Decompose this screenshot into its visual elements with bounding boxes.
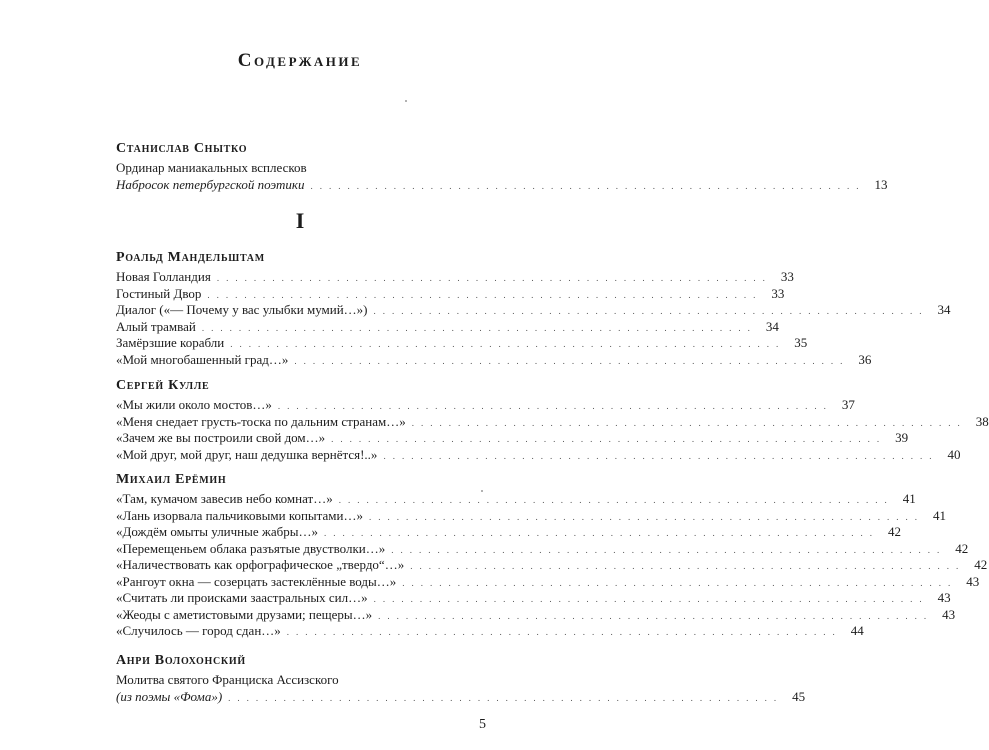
entry-page-number: 43 (966, 573, 980, 589)
entry-title: «Перемещеньем облака разъятые двустволки…» (116, 540, 386, 556)
entry-title: Замёрзшие корабли (116, 335, 225, 350)
entry-title: «Дождём омыты уличные жабры…» (116, 524, 318, 539)
entry-page-number: 41 (902, 491, 916, 506)
toc-author-block (116, 140, 888, 193)
dot-leader: ............................................................ (410, 561, 966, 571)
entry-page-number: 13 (874, 176, 888, 192)
entry-title: Ординар маниакальных всплесков (116, 160, 307, 175)
toc-entry (116, 285, 785, 303)
toc-entry (116, 397, 855, 414)
dot-leader: ............................................................ (230, 339, 786, 349)
toc-entry (116, 688, 806, 706)
toc-entry (116, 672, 472, 689)
toc-entry (116, 269, 794, 286)
toc-entry (116, 413, 989, 431)
dot-leader: ............................................................ (310, 180, 866, 191)
entry-page-number: 44 (850, 623, 864, 638)
entry-page-number: 39 (895, 430, 909, 445)
author-name: Сергей Кулле (116, 378, 210, 393)
entry-page-number: 34 (765, 318, 779, 334)
toc-entry (116, 491, 916, 508)
dot-leader: ............................................................ (378, 610, 934, 621)
entry-page-number: 42 (955, 540, 969, 556)
page-number: 5 (479, 717, 486, 732)
entry-page-number: 43 (937, 590, 951, 605)
author-name: Роальд Мандельштам (116, 250, 265, 265)
dot-leader: ............................................................ (277, 401, 833, 411)
entry-title: «Случилось — город сдан…» (116, 623, 281, 638)
toc-author-block (116, 249, 951, 368)
entry-title: «Меня снедает грусть-тоска по дальним странам…» (116, 413, 406, 429)
section-numeral: I (295, 208, 305, 233)
dot-leader: ............................................................ (294, 355, 850, 366)
page-title: Содержание (237, 50, 363, 71)
entry-page-number: 35 (794, 335, 808, 350)
toc-entry (116, 590, 951, 607)
dot-leader: ............................................................ (201, 322, 757, 333)
entry-page-number: 42 (974, 557, 988, 572)
entry-page-number: 41 (932, 507, 946, 523)
toc-entry (116, 623, 864, 640)
toc-entry (116, 351, 872, 369)
entry-title: «Наличествовать как орфографическое „твердо“…» (116, 557, 405, 572)
entry-title: Новая Голландия (116, 269, 211, 284)
toc-entry (116, 302, 951, 319)
entry-page-number: 40 (947, 446, 961, 462)
dot-leader: ............................................................ (338, 495, 894, 505)
toc-entry (116, 557, 988, 574)
entry-page-number: 33 (771, 285, 785, 301)
print-speck (405, 100, 407, 102)
dot-leader: ............................................................ (286, 627, 842, 637)
toc-author-block (116, 652, 806, 705)
toc-entry (116, 318, 779, 336)
dot-leader: ............................................................ (373, 594, 929, 604)
toc-entry (116, 160, 472, 177)
entry-page-number: 36 (858, 351, 872, 367)
entry-page-number: 38 (975, 413, 989, 429)
author-name: Анри Волохонский (116, 653, 246, 668)
toc-entry (116, 606, 956, 624)
dot-leader: ............................................................ (324, 528, 879, 538)
toc-entry (116, 507, 946, 525)
entry-title: Молитва святого Франциска Ассизского (116, 672, 339, 687)
dot-leader: ............................................................ (368, 511, 924, 522)
entry-title: «Мой многобашенный град…» (116, 351, 289, 367)
toc-entry (116, 430, 909, 447)
dot-leader: ............................................................ (331, 434, 887, 444)
toc-entry (116, 573, 980, 591)
entry-title: «Лань изорвала пальчиковыми копытами…» (116, 507, 363, 523)
dot-leader: ............................................................ (373, 306, 929, 316)
toc-entry (116, 540, 969, 558)
entry-page-number: 45 (792, 688, 806, 704)
entry-page-number: 43 (942, 606, 956, 622)
dot-leader: ............................................................ (411, 417, 967, 428)
author-name: Михаил Ерёмин (116, 472, 227, 487)
entry-title: Алый трамвай (116, 318, 196, 334)
toc-entry (116, 524, 901, 541)
entry-title: (из поэмы «Фома») (116, 688, 223, 704)
dot-leader: ............................................................ (402, 577, 958, 588)
dot-leader: ............................................................ (216, 273, 772, 283)
entry-title: «Мы жили около мостов…» (116, 397, 272, 412)
entry-title: «Рангоут окна — созерцать застеклённые воды…» (116, 573, 397, 589)
entry-title: «Считать ли происками заастральных сил…» (116, 590, 368, 605)
entry-title: Набросок петербургской поэтики (116, 176, 305, 192)
entry-page-number: 33 (780, 269, 794, 284)
entry-page-number: 34 (937, 302, 951, 317)
toc-entry (116, 335, 808, 352)
toc-author-block (116, 377, 989, 463)
entry-page-number: 37 (841, 397, 855, 412)
entry-title: «Зачем же вы построили свой дом…» (116, 430, 326, 445)
dot-leader: ............................................................ (207, 289, 763, 300)
entry-title: «Жеоды с аметистовыми друзами; пещеры…» (116, 606, 373, 622)
toc-entry (116, 446, 961, 464)
dot-leader: ............................................................ (391, 544, 947, 555)
entry-title: «Там, кумачом завесив небо комнат…» (116, 491, 333, 506)
dot-leader: ............................................................ (228, 692, 784, 703)
entry-title: Гостиный Двор (116, 285, 202, 301)
toc-entry (116, 176, 888, 194)
toc-author-block (116, 471, 988, 640)
dot-leader: ............................................................ (383, 450, 939, 461)
entry-page-number: 42 (888, 524, 901, 539)
author-name: Станислав Снытко (116, 141, 248, 156)
entry-title: Диалог («— Почему у вас улыбки мумий…») (116, 302, 368, 317)
entry-title: «Мой друг, мой друг, наш дедушка вернётся!..» (116, 446, 378, 462)
